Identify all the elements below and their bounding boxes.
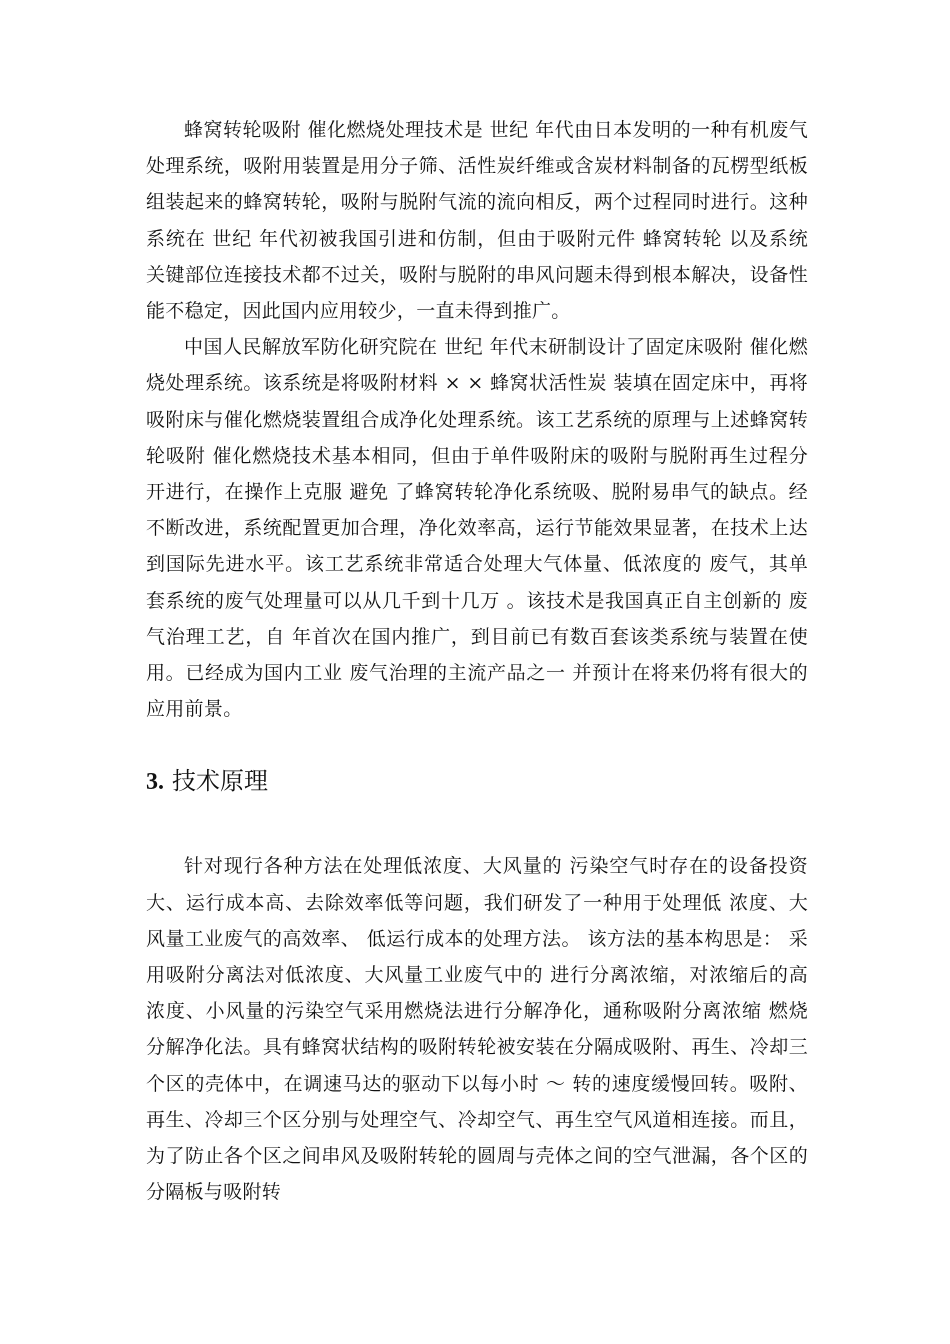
section-number: 3. — [146, 769, 164, 796]
document-page — [146, 112, 808, 1210]
section-heading — [146, 763, 808, 800]
paragraph-fixed-bed-system: 中国人民解放军防化研究院在 世纪 年代末研制设计了固定床吸附 催化燃烧处理系统。该系统是将吸附材料 × × 蜂窝状活性炭 装填在固定床中，再将吸附床与催化燃烧装置组合成净化处理系统。该工艺系统的原理与上述蜂窝转轮吸附 催化燃烧技术基本相同，但由于单件吸附床的吸附与脱附再生过程分开进行，在操作上克服 避免 了蜂窝转轮净化系统吸、脱附易串气的缺点。经不断改进，系统配置更加合理，净化效率高，运行节能效果显著，在技术上达到国际先进水平。该工艺系统非常适合处理大气体量、低浓度的 废气，其单套系统的废气处理量可以从几千到十几万 。该技术是我国真正自主创新的 废气治理工艺，自 年首次在国内推广，到目前已有数百套该类系统与装置在使用。已经成为国内工业 废气治理的主流产品之一 并预计在将来仍将有很大的应用前景。 — [146, 336, 808, 721]
section-title: 技术原理 — [172, 767, 268, 796]
paragraph-technical-principle: 针对现行各种方法在处理低浓度、大风量的 污染空气时存在的设备投资大、运行成本高、去除效率低等问题，我们研发了一种用于处理低 浓度、大风量工业废气的高效率、 低运行成本的处理方法。 该方法的基本构思是： 采用吸附分离法对低浓度、大风量工业废气中的 进行分离浓缩，对浓缩后的高浓度、小风量的污染空气采用燃烧法进行分解净化，通称吸附分离浓缩 燃烧分解净化法。具有蜂窝状结构的吸附转轮被安装在分隔成吸附、再生、冷却三个区的壳体中，在调速马达的驱动下以每小时 ～ 转的速度缓慢回转。吸附、再生、冷却三个区分别与处理空气、冷却空气、再生空气风道相连接。而且，为了防止各个区之间串风及吸附转轮的圆周与壳体之间的空气泄漏，各个区的分隔板与吸附转 — [146, 855, 808, 1204]
paragraph-honeycomb-rotor-history: 蜂窝转轮吸附 催化燃烧处理技术是 世纪 年代由日本发明的一种有机废气处理系统，吸附用装置是用分子筛、活性炭纤维或含炭材料制备的瓦楞型纸板组装起来的蜂窝转轮，吸附与脱附气流的流向相反，两个过程同时进行。这种系统在 世纪 年代初被我国引进和仿制，但由于吸附元件 蜂窝转轮 以及系统关键部位连接技术都不过关，吸附与脱附的串风问题未得到根本解决，设备性能不稳定，因此国内应用较少，一直未得到推广。 — [146, 119, 808, 323]
